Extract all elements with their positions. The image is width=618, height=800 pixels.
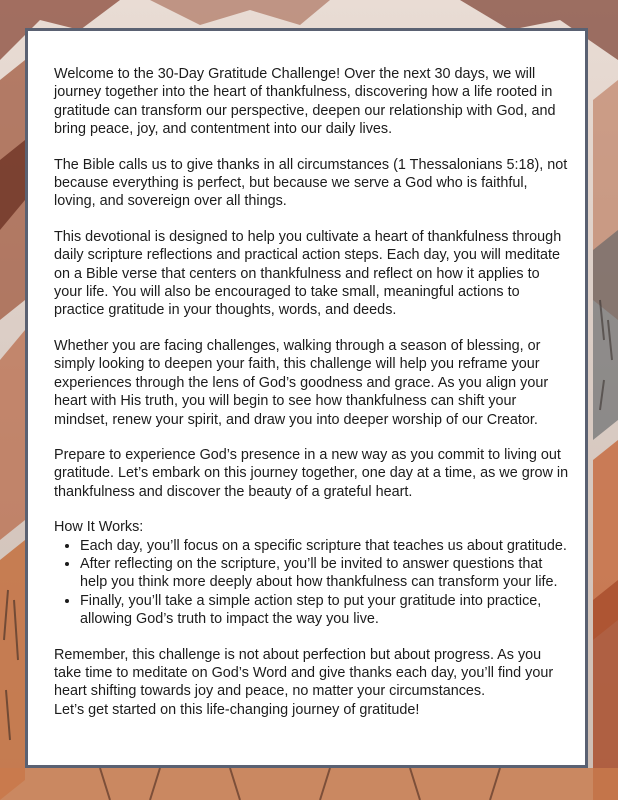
paragraph-welcome: Welcome to the 30-Day Gratitude Challenge! Over the next 30 days, we will journey together into the heart of thankfulness, discovering how a life rooted in gratitude can transform our perspective, deepen our relationship with God, and bring peace, joy, and contentment into our daily lives. [54,66,556,138]
paragraph-challenges: Whether you are facing challenges, walking through a season of blessing, or simply looking to deepen your faith, this challenge will help you reframe your experiences through the lens of God’s goodness and grace. As you align your heart with His truth, you will begin to see how thankfulness can shift your mindset, renew your spirit, and draw you into deeper worship of our Creator. [54,337,549,428]
list-item: • Finally, you’ll take a simple action step to put your gratitude into practice, allowing God’s truth to impact the way you live. [80,592,570,629]
paragraph-prepare: Prepare to experience God’s presence in a new way as you commit to living out gratitude. Let’s embark on this journey together, one day at a time, as we grow in thankfulness and discover the beauty of a grateful heart. [54,446,569,500]
list-item: • After reflecting on the scripture, you’ll be invited to answer questions that help you think more deeply about how thankfulness can transform your life. [80,555,570,592]
text-card [25,28,588,768]
how-it-works-list [54,537,570,629]
paragraph-lets-get-started: Let’s get started on this life-changing journey of gratitude! [54,701,420,718]
paragraph-bible-calls: The Bible calls us to give thanks in all circumstances (1 Thessalonians 5:18), not because everything is perfect, but because we serve a God who is faithful, loving, and sovereign over all things. [54,156,568,210]
how-it-works-heading: How It Works: [54,519,144,536]
list-item: • Each day, you’ll focus on a specific scripture that teaches us about gratitude. [80,537,570,555]
devotional-introduction [54,65,570,719]
paragraph-remember: Remember, this challenge is not about perfection but about progress. As you take time to meditate on God’s Word and give thanks each day, you’ll find your heart shifting towards joy and peace, no matter your circumstances. [54,646,554,700]
paragraph-devotional-design: This devotional is designed to help you cultivate a heart of thankfulness through daily scripture reflections and practical action steps. Each day, you will meditate on a Bible verse that centers on thankfulness and reflect on how it applies to your life. You will also be encouraged to take small, meaningful actions to practice gratitude in your thoughts, words, and deeds. [54,228,562,319]
